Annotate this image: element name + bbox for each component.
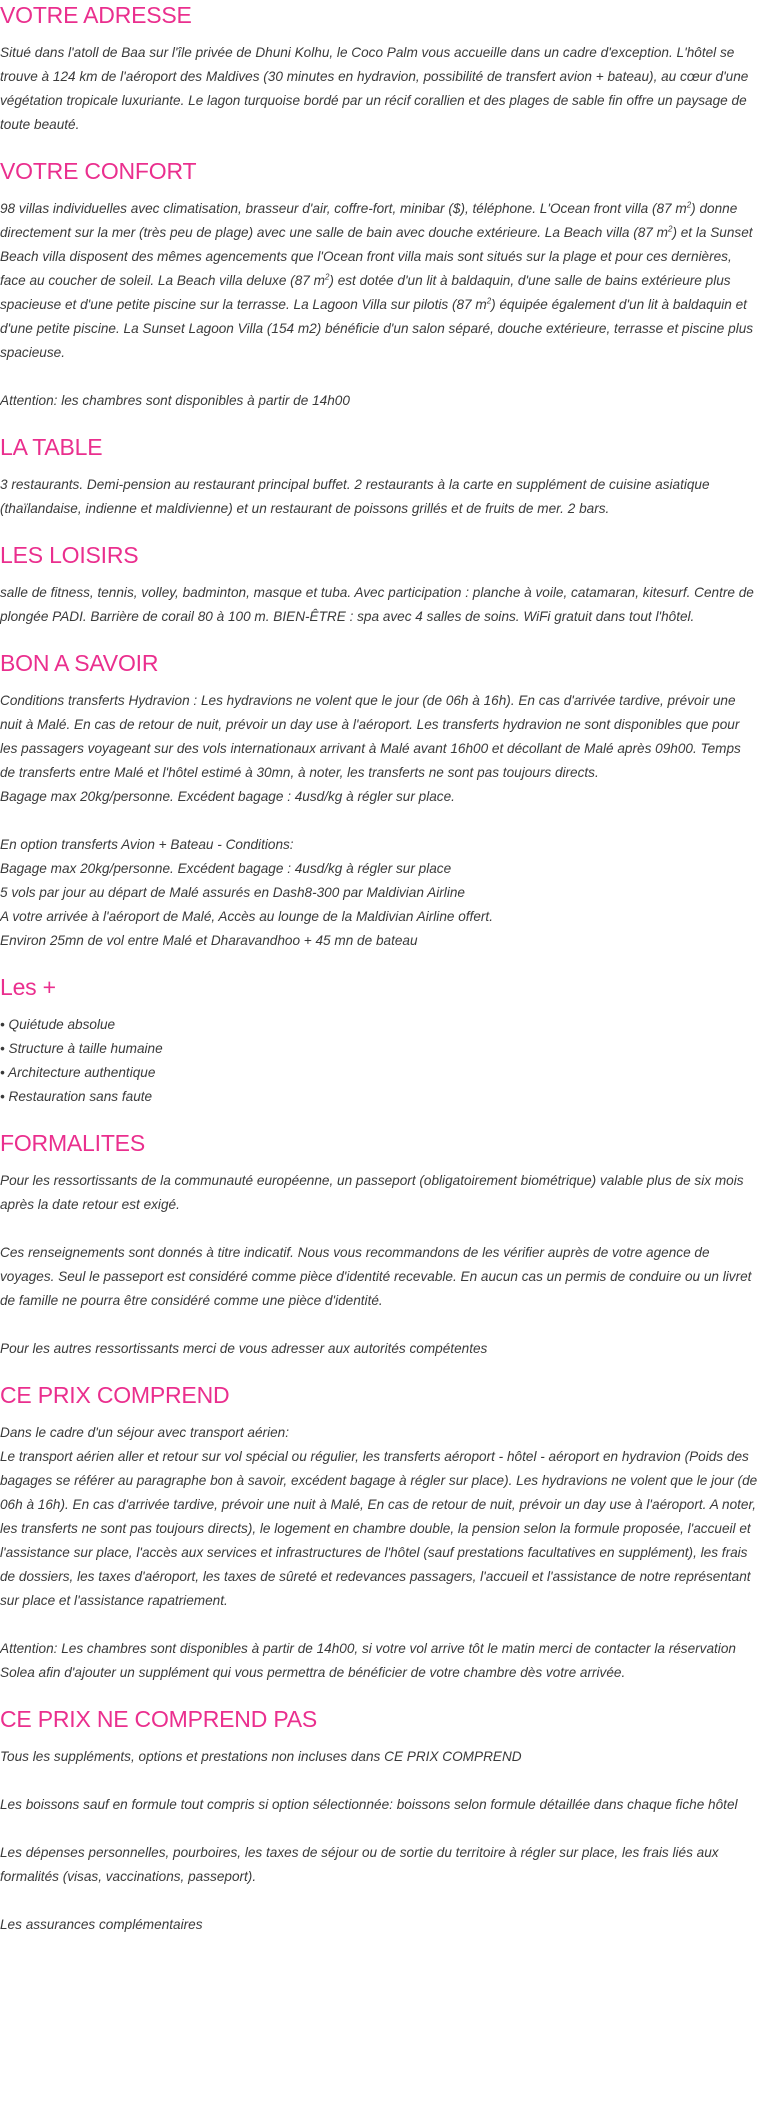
- ne-comprend-paragraph-2: Les boissons sauf en formule tout compris si option sélectionnée: boissons selon formule détaillée dans chaque fiche hôtel: [0, 1797, 738, 1812]
- savoir-option-line-5: Environ 25mn de vol entre Malé et Dharavandhoo + 45 mn de bateau: [0, 933, 418, 948]
- confort-text-e: ) équipée également d'un lit à baldaquin et d'une petite piscine. La Sunset Lagoon Villa (154 m2) bénéficie d'un salon séparé, douche extérieure, terrasse et piscine plus spacieuse.: [0, 297, 754, 360]
- list-item: • Restauration sans faute: [0, 1089, 153, 1104]
- adresse-paragraph: Situé dans l'atoll de Baa sur l'île privée de Dhuni Kolhu, le Coco Palm vous accueille dans un cadre d'exception. L'hôtel se trouve à 124 km de l'aéroport des Maldives (30 minutes en hydravion, possibilité de transfert avion + bateau), au cœur d'une végétation tropicale luxuriante. Le lagon turquoise bordé par un récif corallien et des plages de sable fin offre un paysage de toute beauté.: [0, 45, 749, 132]
- list-item: • Architecture authentique: [0, 1065, 156, 1080]
- section-title-savoir: BON A SAVOIR: [0, 650, 159, 676]
- loisirs-paragraph: salle de fitness, tennis, volley, badminton, masque et tuba. Avec participation : planche à voile, catamaran, kitesurf. Centre de plongée PADI. Barrière de corail 80 à 100 m. BIEN-ÊTRE : spa avec 4 salles de soins. WiFi gratuit dans tout l'hôtel.: [0, 585, 754, 624]
- comprend-intro: Dans le cadre d'un séjour avec transport aérien:: [0, 1425, 289, 1440]
- section-title-adresse: VOTRE ADRESSE: [0, 2, 192, 28]
- table-paragraph: 3 restaurants. Demi-pension au restaurant principal buffet. 2 restaurants à la carte en supplément de cuisine asiatique (thaïlandaise, indienne et maldivienne) et un restaurant de poissons grillés et de fruits de mer. 2 bars.: [0, 477, 710, 516]
- savoir-paragraph: Conditions transferts Hydravion : Les hydravions ne volent que le jour (de 06h à 16h). En cas d'arrivée tardive, prévoir une nuit à Malé. En cas de retour de nuit, prévoir un day use à l'aéroport. Les transferts hydravion ne sont disponibles que pour les passagers voyageant sur des vols internationaux arrivant à Malé avant 16h00 et décollant de Malé après 09h00. Temps de transferts entre Malé et l'hôtel estimé à 30mn, à noter, les transferts ne sont pas toujours directs.: [0, 693, 741, 780]
- savoir-option-line-2: Bagage max 20kg/personne. Excédent bagage : 4usd/kg à régler sur place: [0, 861, 452, 876]
- formalites-paragraph-1: Pour les ressortissants de la communauté européenne, un passeport (obligatoirement biométrique) valable plus de six mois après la date retour est exigé.: [0, 1173, 744, 1212]
- savoir-bagage: Bagage max 20kg/personne. Excédent bagage : 4usd/kg à régler sur place.: [0, 789, 455, 804]
- confort-paragraph: [0, 197, 758, 365]
- section-title-table: LA TABLE: [0, 434, 103, 460]
- sup-2: 2: [667, 224, 673, 234]
- section-title-formalites: FORMALITES: [0, 1130, 145, 1156]
- comprend-paragraph: Le transport aérien aller et retour sur vol spécial ou régulier, les transferts aéroport - hôtel - aéroport en hydravion (Poids des bagages se référer au paragraphe bon à savoir, excédent bagage à régler sur place). Les hydravions ne volent que le jour (de 06h à 16h). En cas d'arrivée tardive, prévoir une nuit à Malé, En cas de retour de nuit, prévoir un day use à l'aéroport. A noter, les transferts ne sont pas toujours directs), le logement en chambre double, la pension selon la formule proposée, l'accueil et l'assistance sur place, l'accès aux services et infrastructures de l'hôtel (sauf prestations facultatives en supplément), les frais de dossiers, les taxes d'aéroport, les taxes de sûreté et redevances passagers, l'accueil et l'assistance de notre représentant sur place et l'assistance rapatriement.: [0, 1449, 758, 1608]
- plus-list: [0, 1013, 758, 1109]
- savoir-option-line-3: 5 vols par jour au départ de Malé assurés en Dash8-300 par Maldivian Airline: [0, 885, 465, 900]
- sup-2: 2: [324, 272, 330, 282]
- ne-comprend-paragraph-4: Les assurances complémentaires: [0, 1917, 203, 1932]
- formalites-paragraph-2: Ces renseignements sont donnés à titre indicatif. Nous vous recommandons de les vérifier auprès de votre agence de voyages. Seul le passeport est considéré comme pièce d'identité recevable. En aucun cas un permis de conduire ou un livret de famille ne pourra être considéré comme une pièce d'identité.: [0, 1245, 752, 1308]
- confort-text-b: ) donne directement sur la mer (très peu de plage) avec une salle de bain avec douche extérieure. La Beach villa (87 m: [0, 201, 738, 240]
- ne-comprend-paragraph-1: Tous les suppléments, options et prestations non incluses dans CE PRIX COMPREND: [0, 1749, 522, 1764]
- sup-2: 2: [486, 296, 492, 306]
- section-title-loisirs: LES LOISIRS: [0, 542, 139, 568]
- confort-text-a: 98 villas individuelles avec climatisation, brasseur d'air, coffre-fort, minibar ($), téléphone. L'Ocean front villa (87 m: [0, 201, 687, 216]
- list-item: • Structure à taille humaine: [0, 1041, 163, 1056]
- formalites-paragraph-3: Pour les autres ressortissants merci de vous adresser aux autorités compétentes: [0, 1341, 488, 1356]
- comprend-attention: Attention: Les chambres sont disponibles à partir de 14h00, si votre vol arrive tôt le matin merci de contacter la réservation Solea afin d'ajouter un supplément qui vous permettra de bénéficier de votre chambre dès votre arrivée.: [0, 1641, 736, 1680]
- section-title-confort: VOTRE CONFORT: [0, 158, 197, 184]
- confort-attention: Attention: les chambres sont disponibles à partir de 14h00: [0, 393, 350, 408]
- savoir-option-line-1: En option transferts Avion + Bateau - Conditions:: [0, 837, 294, 852]
- sup-2: 2: [686, 200, 692, 210]
- list-item: • Quiétude absolue: [0, 1017, 116, 1032]
- section-title-plus: Les +: [0, 974, 56, 1000]
- ne-comprend-paragraph-3: Les dépenses personnelles, pourboires, les taxes de séjour ou de sortie du territoire à régler sur place, les frais liés aux formalités (visas, vaccinations, passeport).: [0, 1845, 719, 1884]
- savoir-option-line-4: A votre arrivée à l'aéroport de Malé, Accès au lounge de la Maldivian Airline offert.: [0, 909, 493, 924]
- section-title-ne-comprend: CE PRIX NE COMPREND PAS: [0, 1706, 318, 1732]
- confort-text-c: ) et la Sunset Beach villa disposent des mêmes agencements que l'Ocean front villa mais sont situés sur la plage et pour ces dernières, face au coucher de soleil. La Beach villa deluxe (87 m: [0, 225, 753, 288]
- section-title-comprend: CE PRIX COMPREND: [0, 1382, 230, 1408]
- confort-text-d: ) est dotée d'un lit à baldaquin, d'une salle de bains extérieure plus spacieuse et d'une petite piscine sur la terrasse. La Lagoon Villa sur pilotis (87 m: [0, 273, 731, 312]
